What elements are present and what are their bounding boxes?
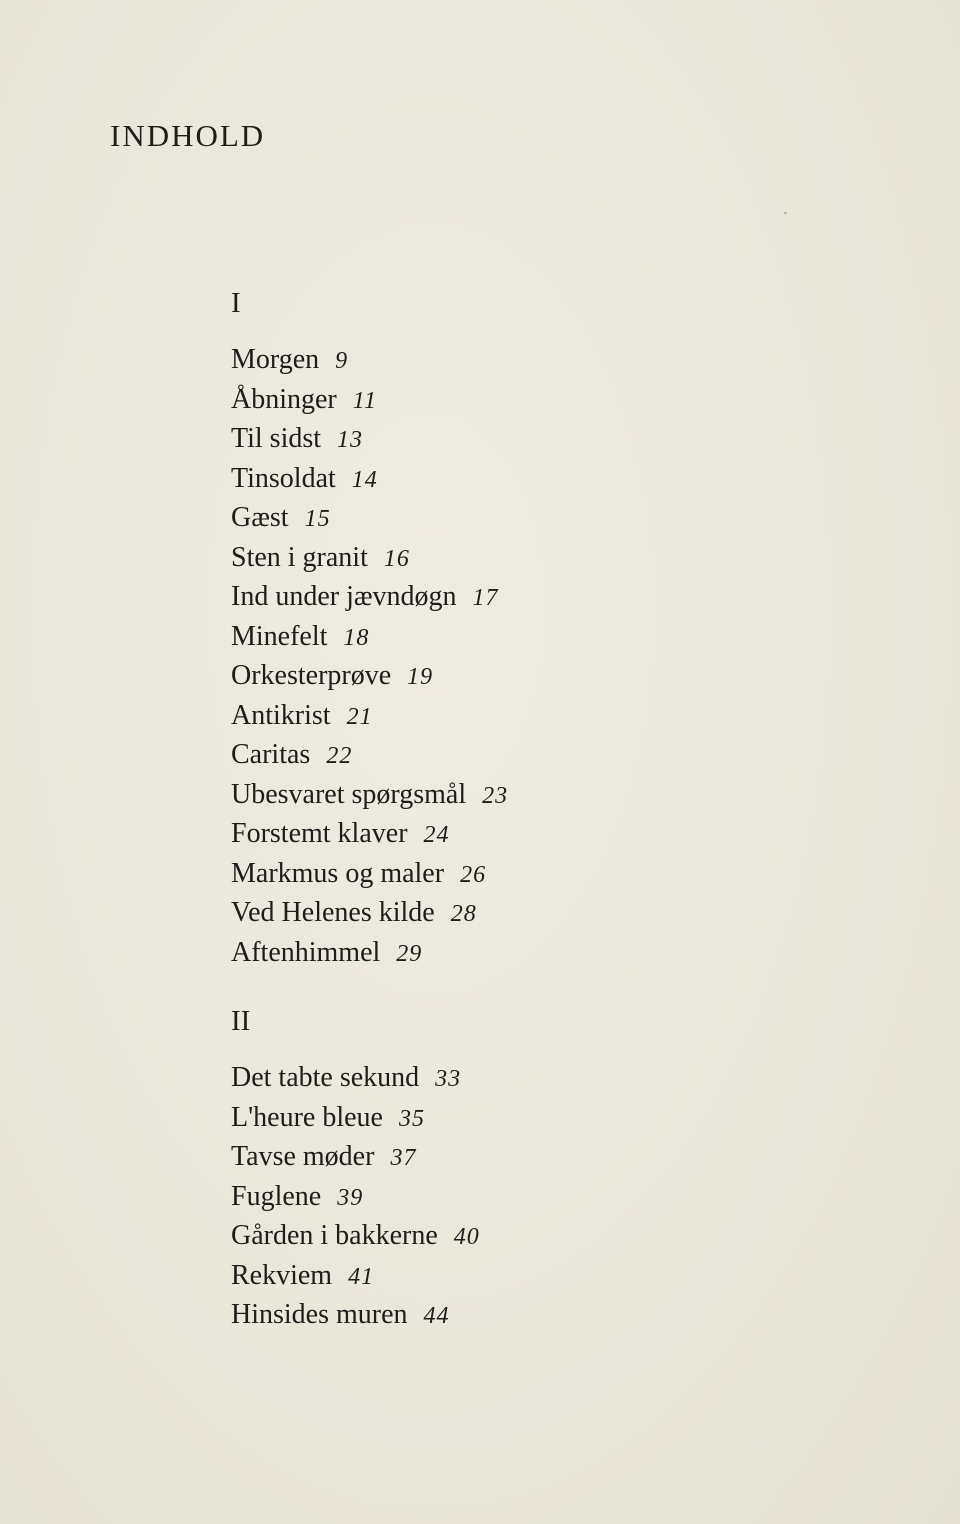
toc-entry: [231, 539, 508, 579]
table-of-contents: [231, 285, 508, 1336]
toc-entry: [231, 499, 508, 539]
section-2: [231, 1003, 508, 1336]
entry-title: Ved Helenes kilde: [231, 897, 435, 928]
toc-entry: [231, 1138, 508, 1178]
toc-entry: [231, 1099, 508, 1139]
entry-page-number: 41: [348, 1263, 375, 1290]
entry-page-number: 24: [423, 822, 450, 848]
section-2-entries: [231, 1059, 508, 1336]
entry-title: Antikrist: [231, 699, 331, 731]
entry-title: L'heure bleue: [231, 1101, 383, 1133]
toc-entry: [231, 1217, 508, 1257]
toc-entry: [231, 1178, 508, 1218]
section-1-entries: [231, 341, 508, 973]
entry-title: Orkesterprøve: [231, 660, 392, 691]
entry-page-number: 16: [383, 545, 410, 572]
entry-page-number: 37: [390, 1145, 417, 1171]
toc-entry: [231, 934, 508, 974]
toc-entry: [231, 894, 508, 934]
entry-title: Morgen: [231, 344, 320, 375]
entry-title: Gården i bakkerne: [231, 1220, 438, 1251]
toc-entry: [231, 657, 508, 697]
entry-title: Caritas: [231, 739, 311, 770]
entry-page-number: 23: [482, 782, 509, 809]
toc-entry: [231, 381, 508, 421]
toc-entry: [231, 341, 508, 381]
entry-title: Fuglene: [231, 1180, 322, 1212]
entry-title: Aftenhimmel: [231, 936, 381, 968]
toc-entry: [231, 855, 508, 895]
entry-title: Åbninger: [231, 383, 337, 415]
entry-page-number: 33: [435, 1066, 462, 1092]
toc-entry: [231, 1257, 508, 1297]
entry-page-number: 40: [453, 1224, 480, 1250]
entry-title: Minefelt: [231, 620, 328, 652]
toc-entry: [231, 697, 508, 737]
section-numeral: I: [231, 287, 241, 319]
section-1: [231, 285, 508, 973]
entry-title: Markmus og maler: [231, 857, 445, 889]
entry-page-number: 9: [335, 348, 349, 374]
paper-speck: [784, 212, 787, 214]
entry-title: Det tabte sekund: [231, 1062, 420, 1093]
entry-title: Rekviem: [231, 1259, 333, 1291]
toc-entry: [231, 578, 508, 618]
toc-entry: [231, 1296, 508, 1336]
entry-page-number: 14: [351, 466, 378, 493]
entry-title: Til sidst: [231, 423, 322, 454]
entry-title: Tinsoldat: [231, 462, 336, 494]
entry-page-number: 44: [423, 1303, 450, 1329]
toc-entry: [231, 420, 508, 460]
entry-title: Ind under jævndøgn: [231, 581, 457, 612]
entry-title: Hinsides muren: [231, 1299, 408, 1330]
toc-entry: [231, 460, 508, 500]
toc-entry: [231, 776, 508, 816]
section-numeral: II: [231, 1005, 251, 1037]
entry-title: Ubesvaret spørgsmål: [231, 778, 467, 810]
entry-page-number: 18: [343, 624, 370, 651]
entry-page-number: 39: [337, 1184, 364, 1211]
toc-entry: [231, 1059, 508, 1099]
entry-page-number: 19: [407, 664, 434, 690]
entry-page-number: 28: [450, 901, 477, 927]
toc-entry: [231, 736, 508, 776]
entry-page-number: 35: [398, 1105, 425, 1132]
entry-page-number: 17: [472, 585, 499, 611]
entry-title: Gæst: [231, 502, 289, 533]
entry-page-number: 21: [346, 703, 373, 730]
entry-page-number: 13: [337, 427, 364, 453]
entry-title: Forstemt klaver: [231, 818, 408, 849]
page-title: INDHOLD: [110, 118, 266, 153]
entry-page-number: 26: [460, 861, 487, 888]
toc-entry: [231, 815, 508, 855]
entry-title: Sten i granit: [231, 541, 368, 573]
entry-page-number: 29: [396, 940, 423, 967]
entry-page-number: 15: [304, 506, 331, 532]
toc-entry: [231, 618, 508, 658]
entry-title: Tavse møder: [231, 1141, 375, 1172]
entry-page-number: 11: [352, 387, 377, 414]
entry-page-number: 22: [326, 743, 353, 769]
